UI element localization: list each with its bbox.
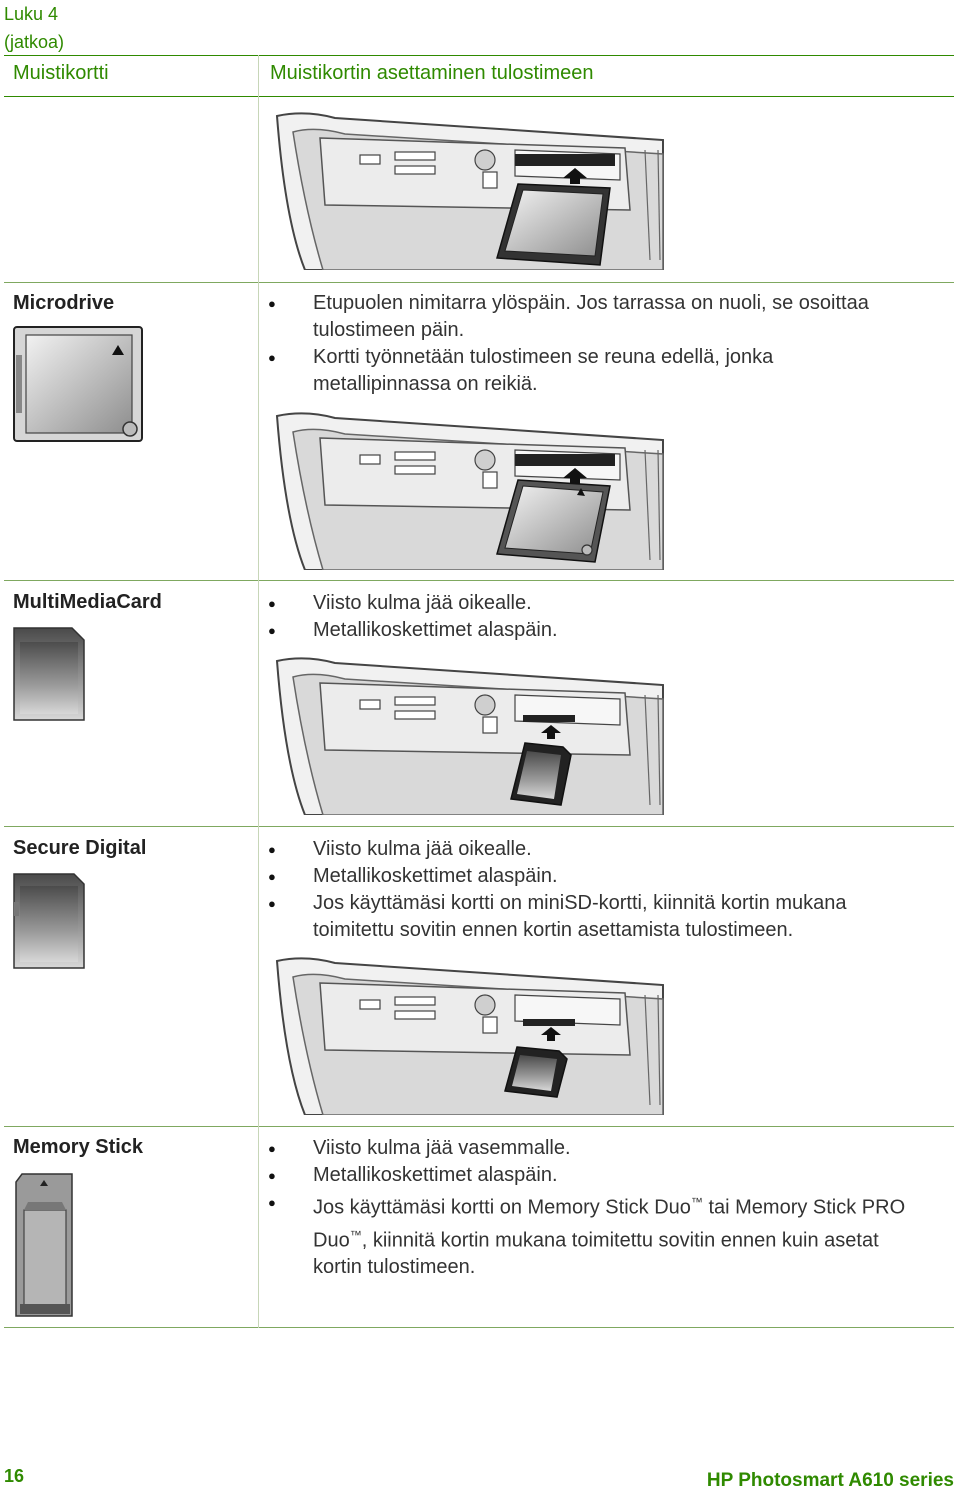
secure-digital-insert-illustration: [275, 955, 665, 1115]
memory-stick-instructions: [268, 1135, 913, 1281]
list-item: [268, 1189, 913, 1281]
trademark-mark: ™: [349, 1227, 362, 1242]
list-item: ● Metallikoskettimet alaspäin.: [268, 863, 913, 890]
microdrive-insert-illustration: [275, 410, 665, 570]
microdrive-card-icon: [12, 325, 146, 445]
memory-stick-card-icon: [12, 1172, 76, 1320]
row-divider: [4, 1126, 954, 1127]
list-item: ● Jos käyttämäsi kortti on miniSD-kortti, kiinnitä kortin mukana toimitettu sovitin ennen kortin asettamista tulostimeen.: [268, 890, 913, 944]
column-divider: [258, 55, 259, 1328]
multimediacard-insert-illustration: [275, 655, 665, 815]
chapter-number: Luku 4: [4, 4, 59, 24]
trademark-mark: ™: [690, 1195, 703, 1209]
table-bottom-rule: [4, 1327, 954, 1328]
bullet-text: , kiinnitä kortin mukana toimitettu sovitin ennen kuin asetat kortin tulostimeen.: [313, 1229, 879, 1279]
list-item: ● Kortti työnnetään tulostimeen se reuna edellä, jonka metallipinnassa on reikiä.: [268, 344, 913, 398]
list-item: ● Metallikoskettimet alaspäin.: [268, 1162, 913, 1189]
multimediacard-icon: [12, 626, 86, 722]
list-item: ● Viisto kulma jää vasemmalle.: [268, 1135, 913, 1162]
bullet-text: Jos käyttämäsi kortti on Memory Stick Duo: [313, 1196, 691, 1219]
list-item: ● Etupuolen nimitarra ylöspäin. Jos tarrassa on nuoli, se osoittaa tulostimeen päin.: [268, 290, 913, 344]
list-item: ● Metallikoskettimet alaspäin.: [268, 617, 913, 644]
multimediacard-instructions: [268, 590, 913, 644]
table-top-rule: [4, 55, 954, 56]
product-name: HP Photosmart A610 series: [706, 1470, 954, 1491]
card-name-microdrive: Microdrive: [13, 292, 115, 314]
row-divider: [4, 826, 954, 827]
list-item: ● Viisto kulma jää oikealle.: [268, 836, 913, 863]
column-header-card: Muistikortti: [13, 62, 109, 84]
microdrive-instructions: [268, 290, 913, 398]
printer-slot-illustration: [275, 110, 665, 270]
chapter-label: [4, 0, 64, 56]
row-divider: [4, 580, 954, 581]
secure-digital-instructions: [268, 836, 913, 944]
table-header-rule: [4, 96, 954, 97]
list-item: ● Viisto kulma jää oikealle.: [268, 590, 913, 617]
bullet-text: tai Memory Stick PRO Duo: [313, 1196, 906, 1252]
secure-digital-card-icon: [12, 872, 86, 970]
chapter-continued: (jatkoa): [4, 32, 65, 52]
page-number: 16: [4, 1466, 25, 1486]
card-name-secure-digital: Secure Digital: [13, 837, 147, 859]
row-divider: [4, 282, 954, 283]
card-name-multimediacard: MultiMediaCard: [13, 591, 162, 613]
column-header-insert: Muistikortin asettaminen tulostimeen: [270, 62, 594, 84]
card-name-memory-stick: Memory Stick: [13, 1136, 144, 1158]
